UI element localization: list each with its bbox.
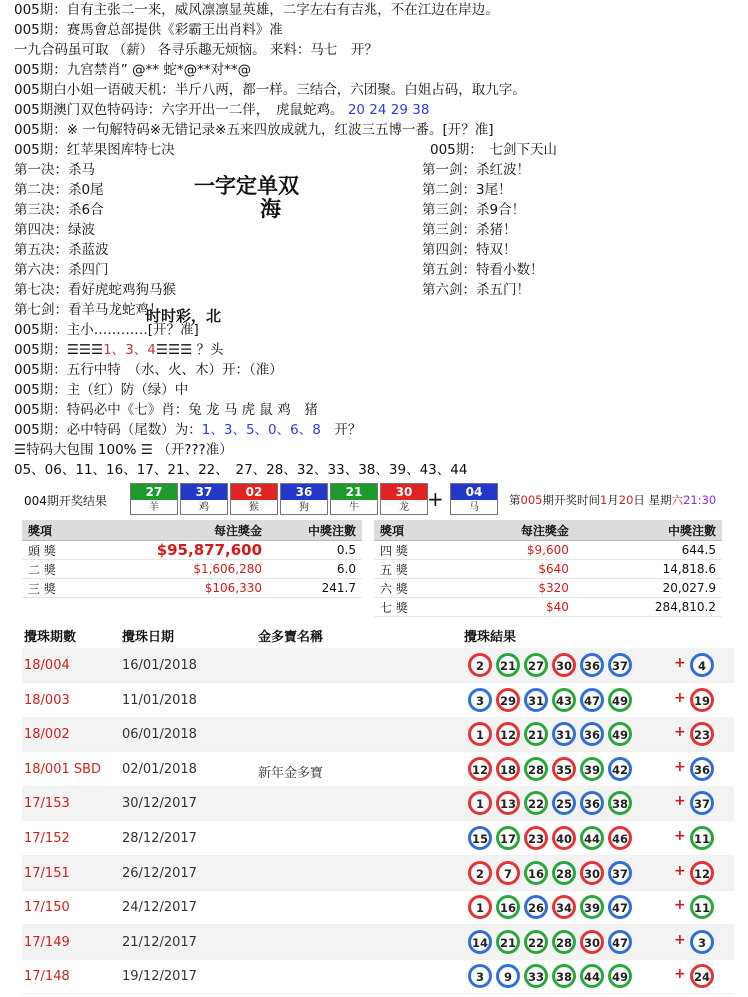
ball: 18 — [496, 757, 520, 781]
draw-period: 17/149 — [24, 934, 70, 950]
ball-zodiac: 牛 — [349, 502, 359, 513]
draw-period: 17/151 — [24, 865, 70, 881]
draw-period: 17/148 — [24, 969, 70, 985]
text-line: 05、06、11、16、17、21、22、 27、28、32、33、38、39、43、44 — [14, 462, 468, 478]
table-row — [22, 786, 734, 821]
overlay-subtitle: 海 — [260, 196, 281, 221]
ball: 29 — [496, 688, 520, 712]
right-column-item: 第四剑：特双！ — [422, 242, 517, 258]
text-line: 第六决：杀四门 — [14, 262, 109, 278]
right-column-item: 第五剑：特看小数！ — [422, 262, 544, 278]
ball: 3 — [468, 688, 492, 712]
draw-date: 30/12/2017 — [122, 796, 197, 812]
number-list: 1、3、4 — [103, 342, 156, 358]
prize-count: 644.5 — [575, 541, 722, 560]
prize-count: 6.0 — [268, 560, 362, 579]
ball: 12 — [496, 722, 520, 746]
prize-name: 頭 獎 — [22, 541, 84, 560]
ball: 1 — [468, 791, 492, 815]
plus-icon: + — [674, 931, 686, 948]
text-segment: （开???准） — [157, 442, 233, 458]
plus-icon: + — [674, 862, 686, 879]
ball: 42 — [608, 757, 632, 781]
prize-name: 四 獎 — [374, 541, 454, 560]
ball: 27 — [524, 653, 548, 677]
ball: 3 — [468, 964, 492, 988]
text-line: 005期：红苹果图库特七决 — [14, 142, 175, 158]
ball: 12 — [468, 757, 492, 781]
plus-icon: + — [674, 758, 686, 775]
col-header: 攪珠結果 — [464, 630, 517, 645]
ball: 47 — [608, 930, 632, 954]
draw-date: 26/12/2017 — [122, 865, 197, 881]
special-ball: 24 — [690, 964, 714, 988]
prize-count: 0.5 — [268, 541, 362, 560]
col-header: 中獎注數 — [575, 520, 722, 541]
plus-icon: + — [674, 793, 686, 810]
ball: 49 — [608, 964, 632, 988]
draw-date: 21/12/2017 — [122, 934, 197, 950]
plus-icon: + — [674, 655, 686, 671]
plus-icon: + — [674, 966, 686, 983]
next-weekday: 六 — [671, 493, 684, 507]
result-ball — [180, 483, 228, 515]
plus-icon: + — [674, 828, 686, 844]
ball: 37 — [608, 653, 632, 677]
ball: 21 — [524, 722, 548, 746]
text-line — [14, 100, 429, 120]
special-ball — [450, 483, 498, 515]
ball: 34 — [552, 895, 576, 919]
prize-name: 六 獎 — [374, 579, 454, 598]
history-header — [22, 620, 734, 649]
text-line: 005期：☰☰☰1、3、4☰☰☰ ？头 — [14, 342, 224, 358]
prize-amount: $1,606,280 — [84, 560, 268, 579]
result-ball — [380, 483, 428, 515]
text-segment: 特码大包围 100% — [26, 442, 137, 458]
plus-icon: + — [674, 689, 686, 706]
ball-number: 02 — [231, 484, 277, 500]
text-line — [14, 420, 361, 440]
prize-table-left — [22, 520, 362, 598]
table-row — [22, 752, 734, 787]
text-segment: ？头 — [196, 342, 224, 358]
prize-amount: $9,600 — [454, 541, 575, 560]
table-row — [22, 821, 734, 856]
ball: 16 — [496, 895, 520, 919]
text-line: 第七剑：看羊马龙蛇鸡！ — [14, 302, 163, 318]
prize-name: 二 獎 — [22, 560, 84, 579]
ball: 21 — [496, 653, 520, 677]
prize-count: 241.7 — [268, 579, 362, 598]
ball: 21 — [496, 930, 520, 954]
draw-name: 新年金多寶 — [258, 765, 324, 781]
text-line: 005期：九宫禁肖” @** 蛇*@**对**@ — [14, 62, 252, 78]
ball: 36 — [580, 791, 604, 815]
table-row — [22, 683, 734, 718]
ball: 30 — [580, 861, 604, 885]
ball-zodiac: 鸡 — [199, 502, 209, 513]
ball-number: 21 — [331, 484, 377, 500]
draw-date: 06/01/2018 — [122, 727, 197, 743]
ball: 43 — [552, 688, 576, 712]
text-segment: 开？ — [320, 422, 362, 438]
ball: 49 — [608, 688, 632, 712]
table-row — [22, 959, 734, 994]
draw-date: 24/12/2017 — [122, 900, 197, 916]
prize-amount: $40 — [454, 598, 575, 617]
ball: 44 — [580, 964, 604, 988]
next-day: 20 — [618, 493, 634, 507]
ball: 49 — [608, 722, 632, 746]
draw-date: 19/12/2017 — [122, 969, 197, 985]
ball: 44 — [580, 826, 604, 850]
text-segment: 005期：必中特码（尾数）为： — [14, 422, 202, 438]
ball: 38 — [552, 964, 576, 988]
col-header: 獎項 — [22, 520, 84, 541]
result-ball — [130, 483, 178, 515]
table-row — [22, 925, 734, 960]
next-time: 21:30 — [683, 493, 717, 507]
ball: 22 — [524, 791, 548, 815]
ball: 22 — [524, 930, 548, 954]
plus-icon: + — [427, 487, 444, 511]
next-issue: 005 — [520, 493, 543, 507]
ball: 36 — [580, 653, 604, 677]
ball-zodiac: 狗 — [299, 502, 309, 513]
special-ball: 36 — [690, 757, 714, 781]
ball: 28 — [524, 757, 548, 781]
text-line: 第五决：杀蓝波 — [14, 242, 109, 258]
table-row — [22, 890, 734, 925]
result-ball — [230, 483, 278, 515]
ball: 17 — [496, 826, 520, 850]
right-column-title: 005期： 七剑下天山 — [430, 142, 558, 158]
ball-zodiac: 马 — [469, 502, 479, 513]
text-line: 第三决：杀6合 — [14, 202, 104, 218]
text-line: ☰特码大包围 100% ☰ （开???准） — [14, 442, 233, 458]
draw-period: 18/004 — [24, 658, 70, 673]
plus-icon: + — [674, 897, 686, 914]
ball: 2 — [468, 861, 492, 885]
prize-name: 七 獎 — [374, 598, 454, 617]
text-line: 一九合码虽可取 （薪） 各寻乐趣无烦恼。 来料：马七 开？ — [14, 42, 378, 58]
special-ball: 4 — [690, 653, 714, 677]
col-header: 每注獎金 — [84, 520, 268, 541]
ball: 33 — [524, 964, 548, 988]
next-day-unit: 日 星期 — [633, 493, 672, 507]
draw-date: 11/01/2018 — [122, 692, 197, 708]
ball: 38 — [608, 791, 632, 815]
result-ball — [330, 483, 378, 515]
ball: 46 — [608, 826, 632, 850]
ball: 28 — [552, 861, 576, 885]
next-month-unit: 月 — [607, 493, 619, 507]
ball: 28 — [552, 930, 576, 954]
prize-name: 三 獎 — [22, 579, 84, 598]
ball-zodiac: 龙 — [399, 502, 409, 513]
draw-period: 18/001 SBD — [24, 761, 102, 777]
text-line: 005期：自有主张二一来，威风凛凛显英雄，二字左右有吉兆，不在江边在岸边。 — [14, 2, 499, 18]
next-month: 1 — [599, 493, 608, 507]
ball-number: 30 — [381, 484, 427, 500]
table-row — [22, 648, 734, 683]
prize-amount: $106,330 — [84, 579, 268, 598]
prize-amount: $320 — [454, 579, 575, 598]
ball: 15 — [468, 826, 492, 850]
ball-number: 27 — [131, 484, 177, 500]
ball: 36 — [580, 722, 604, 746]
special-ball: 19 — [690, 688, 714, 712]
ball: 31 — [524, 688, 548, 712]
ball: 30 — [552, 653, 576, 677]
draw-period: 18/002 — [24, 727, 70, 743]
draw-date: 02/01/2018 — [122, 761, 197, 777]
ball: 30 — [580, 930, 604, 954]
next-mid: 期开奖时间 — [542, 493, 600, 507]
text-line: 第二决：杀0尾 — [14, 182, 104, 198]
draw-date: 16/01/2018 — [122, 658, 197, 673]
ball: 47 — [608, 895, 632, 919]
col-header: 攪珠期數 — [24, 630, 77, 645]
ball: 16 — [524, 861, 548, 885]
text-line: 005期：※ 一句解特码※无错记录※五来四放成就九，红波三五博一番。[开？准] — [14, 122, 494, 138]
text-line: 005期：赛馬會总部提供《彩霸王出肖料》准 — [14, 22, 283, 38]
next-prefix: 第 — [509, 493, 521, 507]
col-header: 中獎注數 — [268, 520, 362, 541]
result-label: 004期开奖结果 — [24, 494, 107, 508]
right-column-item: 第一剑：杀红波！ — [422, 162, 530, 178]
ball: 47 — [580, 688, 604, 712]
next-draw-info — [509, 492, 716, 508]
right-column-item: 第二剑：3尾！ — [422, 182, 512, 198]
plus-icon: + — [674, 724, 686, 741]
ball-number: 04 — [451, 484, 497, 500]
right-column-item: 第三剑：杀9合！ — [422, 202, 526, 218]
text-line: 005期白小姐一语破天机：半斤八两，都一样。三结合，六团聚。白姐占码，取九字。 — [14, 82, 526, 98]
overlay-note: 时时彩，北 — [146, 307, 222, 325]
draw-period: 17/152 — [24, 831, 70, 846]
ball: 35 — [552, 757, 576, 781]
special-ball: 23 — [690, 722, 714, 746]
prize-amount: $640 — [454, 560, 575, 579]
draw-period: 17/153 — [24, 796, 70, 812]
prize-amount: $95,877,600 — [84, 541, 268, 560]
special-ball: 11 — [690, 826, 714, 850]
special-ball: 12 — [690, 861, 714, 885]
ball-number: 36 — [281, 484, 327, 500]
col-header: 金多寶名稱 — [258, 630, 324, 645]
ball: 23 — [524, 826, 548, 850]
special-ball: 37 — [690, 791, 714, 815]
prize-count: 284,810.2 — [575, 598, 722, 617]
ball: 1 — [468, 722, 492, 746]
result-ball — [280, 483, 328, 515]
text-segment: 005期： — [14, 342, 67, 358]
draw-period: 17/150 — [24, 900, 70, 916]
draw-period: 18/003 — [24, 692, 70, 708]
right-column-item: 第六剑：杀五门！ — [422, 282, 530, 298]
text-line: 005期：主小…………[开？准] — [14, 322, 199, 338]
ball-number: 37 — [181, 484, 227, 500]
ball: 37 — [608, 861, 632, 885]
ball: 25 — [552, 791, 576, 815]
text-line: 005期：五行中特 （水、火、木）开：（准） — [14, 362, 283, 378]
ball: 40 — [552, 826, 576, 850]
prize-count: 20,027.9 — [575, 579, 722, 598]
ball: 14 — [468, 930, 492, 954]
col-header: 每注獎金 — [454, 520, 575, 541]
ball-zodiac: 羊 — [149, 502, 159, 513]
text-line: 005期：特码必中《七》肖：兔 龙 马 虎 鼠 鸡 猪 — [14, 402, 318, 418]
col-header: 獎項 — [374, 520, 454, 541]
ball-zodiac: 猴 — [249, 502, 259, 513]
table-row — [22, 717, 734, 752]
ball: 39 — [580, 895, 604, 919]
ball: 1 — [468, 895, 492, 919]
text-line: 第七决：看好虎蛇鸡狗马猴 — [14, 282, 176, 298]
number-list: 1、3、5、0、6、8 — [201, 422, 321, 438]
col-header: 攪珠日期 — [122, 630, 175, 645]
text-line: 第四决：绿波 — [14, 222, 95, 238]
text-line: 005期：主（红）防（绿）中 — [14, 382, 189, 398]
ball: 13 — [496, 791, 520, 815]
text-line: 第一决：杀马 — [14, 162, 95, 178]
table-row — [22, 856, 734, 891]
result-bar — [24, 483, 734, 515]
ball: 31 — [552, 722, 576, 746]
ball: 9 — [496, 964, 520, 988]
ball: 2 — [468, 653, 492, 677]
ball: 39 — [580, 757, 604, 781]
number-list: 20 24 29 38 — [347, 102, 430, 118]
special-ball: 11 — [690, 895, 714, 919]
prize-name: 五 獎 — [374, 560, 454, 579]
prize-count: 14,818.6 — [575, 560, 722, 579]
ball: 26 — [524, 895, 548, 919]
right-column-item: 第三剑：杀猪！ — [422, 222, 517, 238]
special-ball: 3 — [690, 930, 714, 954]
prize-table-right — [374, 520, 722, 617]
overlay-title: 一字定单双 — [194, 173, 299, 198]
draw-date: 28/12/2017 — [122, 831, 197, 846]
ball: 7 — [496, 861, 520, 885]
text-segment: 005期澳门双色特码诗：六字开出一二伴， 虎鼠蛇鸡。 — [14, 102, 344, 118]
